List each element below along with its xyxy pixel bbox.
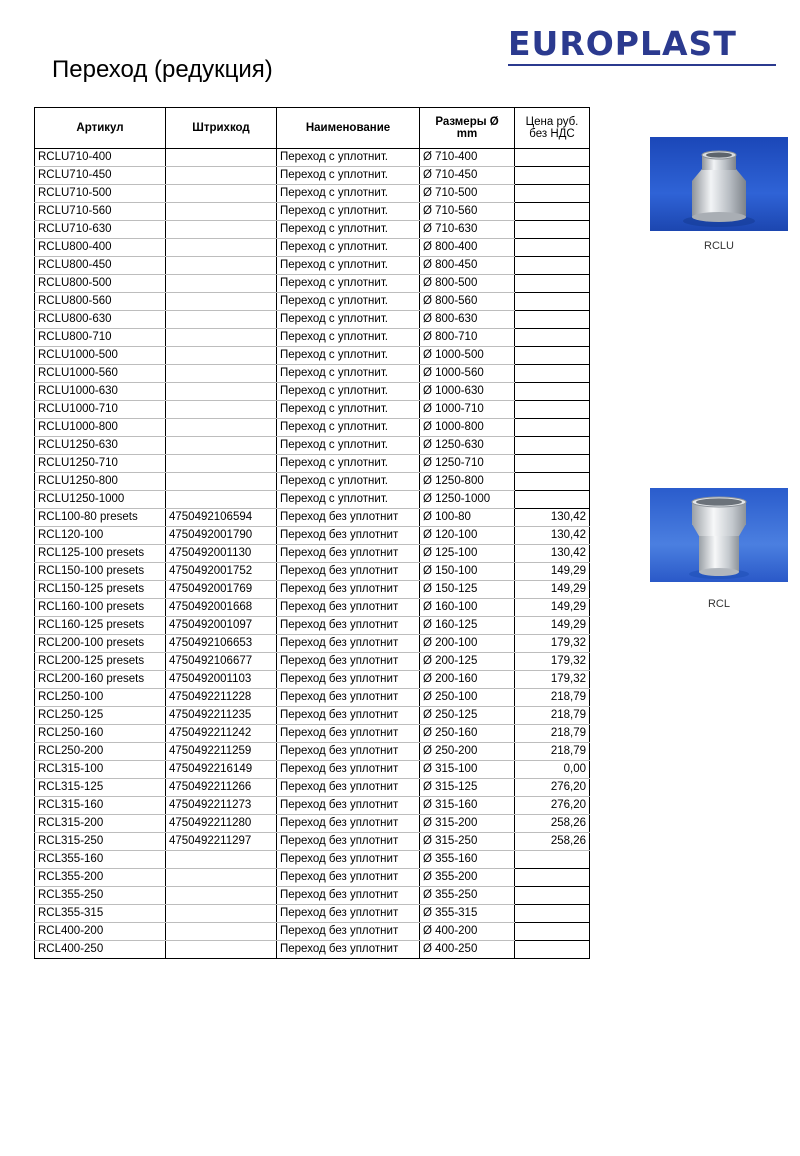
cell-size: Ø 1250-800 bbox=[420, 473, 515, 491]
cell-price bbox=[515, 365, 590, 383]
cell-name: Переход без уплотнит bbox=[277, 599, 420, 617]
cell-size: Ø 250-100 bbox=[420, 689, 515, 707]
table-row bbox=[35, 635, 590, 653]
table-row bbox=[35, 617, 590, 635]
table-row bbox=[35, 329, 590, 347]
cell-price bbox=[515, 851, 590, 869]
table-row bbox=[35, 851, 590, 869]
cell-price bbox=[515, 275, 590, 293]
cell-size: Ø 710-400 bbox=[420, 149, 515, 167]
cell-size: Ø 800-560 bbox=[420, 293, 515, 311]
cell-name: Переход с уплотнит. bbox=[277, 365, 420, 383]
cell-name: Переход без уплотнит bbox=[277, 563, 420, 581]
table-row bbox=[35, 599, 590, 617]
cell-article: RCL355-315 bbox=[35, 905, 166, 923]
cell-name: Переход без уплотнит bbox=[277, 797, 420, 815]
cell-price: 258,26 bbox=[515, 833, 590, 851]
cell-barcode bbox=[166, 455, 277, 473]
table-row bbox=[35, 923, 590, 941]
cell-article: RCL315-125 bbox=[35, 779, 166, 797]
cell-barcode: 4750492001668 bbox=[166, 599, 277, 617]
cell-barcode bbox=[166, 329, 277, 347]
cell-name: Переход без уплотнит bbox=[277, 761, 420, 779]
logo-underline bbox=[508, 64, 776, 66]
cell-size: Ø 1000-560 bbox=[420, 365, 515, 383]
cell-size: Ø 200-160 bbox=[420, 671, 515, 689]
cell-price bbox=[515, 401, 590, 419]
cell-size: Ø 400-250 bbox=[420, 941, 515, 959]
cell-size: Ø 710-560 bbox=[420, 203, 515, 221]
cell-barcode bbox=[166, 347, 277, 365]
cell-name: Переход без уплотнит bbox=[277, 707, 420, 725]
cell-price bbox=[515, 923, 590, 941]
table-header-row bbox=[35, 108, 590, 149]
table-row bbox=[35, 383, 590, 401]
cell-name: Переход без уплотнит bbox=[277, 941, 420, 959]
cell-size: Ø 160-100 bbox=[420, 599, 515, 617]
cell-article: RCL120-100 bbox=[35, 527, 166, 545]
cell-name: Переход с уплотнит. bbox=[277, 275, 420, 293]
cell-size: Ø 1000-710 bbox=[420, 401, 515, 419]
table-row bbox=[35, 221, 590, 239]
cell-article: RCL355-160 bbox=[35, 851, 166, 869]
cell-article: RCL250-160 bbox=[35, 725, 166, 743]
cell-price: 149,29 bbox=[515, 581, 590, 599]
cell-size: Ø 150-125 bbox=[420, 581, 515, 599]
table-row bbox=[35, 311, 590, 329]
cell-size: Ø 315-125 bbox=[420, 779, 515, 797]
table-row bbox=[35, 419, 590, 437]
cell-barcode: 4750492211297 bbox=[166, 833, 277, 851]
cell-size: Ø 800-450 bbox=[420, 257, 515, 275]
cell-size: Ø 315-100 bbox=[420, 761, 515, 779]
table-row bbox=[35, 671, 590, 689]
cell-barcode bbox=[166, 887, 277, 905]
table-row bbox=[35, 941, 590, 959]
header-size bbox=[420, 108, 515, 149]
cell-article: RCL250-200 bbox=[35, 743, 166, 761]
cell-article: RCL100-80 presets bbox=[35, 509, 166, 527]
cell-name: Переход без уплотнит bbox=[277, 725, 420, 743]
cell-price: 149,29 bbox=[515, 617, 590, 635]
cell-article: RCLU1000-560 bbox=[35, 365, 166, 383]
cell-name: Переход без уплотнит bbox=[277, 617, 420, 635]
cell-price bbox=[515, 869, 590, 887]
table-row bbox=[35, 653, 590, 671]
cell-size: Ø 200-100 bbox=[420, 635, 515, 653]
cell-price bbox=[515, 383, 590, 401]
cell-article: RCL400-200 bbox=[35, 923, 166, 941]
cell-size: Ø 315-160 bbox=[420, 797, 515, 815]
cell-article: RCLU1000-500 bbox=[35, 347, 166, 365]
cell-name: Переход с уплотнит. bbox=[277, 347, 420, 365]
table-row bbox=[35, 833, 590, 851]
product-photo-rclu bbox=[650, 137, 788, 231]
cell-barcode bbox=[166, 923, 277, 941]
cell-barcode: 4750492211228 bbox=[166, 689, 277, 707]
cell-name: Переход с уплотнит. bbox=[277, 149, 420, 167]
cell-article: RCLU1000-630 bbox=[35, 383, 166, 401]
cell-article: RCLU1000-710 bbox=[35, 401, 166, 419]
cell-name: Переход без уплотнит bbox=[277, 851, 420, 869]
header-price bbox=[515, 108, 590, 149]
cell-article: RCLU1250-710 bbox=[35, 455, 166, 473]
cell-article: RCL200-125 presets bbox=[35, 653, 166, 671]
cell-article: RCL400-250 bbox=[35, 941, 166, 959]
header-size-line2: mm bbox=[456, 128, 478, 140]
cell-price bbox=[515, 437, 590, 455]
cell-size: Ø 800-630 bbox=[420, 311, 515, 329]
cell-size: Ø 1250-1000 bbox=[420, 491, 515, 509]
cell-size: Ø 355-250 bbox=[420, 887, 515, 905]
cell-name: Переход с уплотнит. bbox=[277, 473, 420, 491]
cell-size: Ø 710-500 bbox=[420, 185, 515, 203]
cell-size: Ø 250-125 bbox=[420, 707, 515, 725]
header-name: Наименование bbox=[277, 108, 420, 149]
cell-size: Ø 160-125 bbox=[420, 617, 515, 635]
cell-name: Переход без уплотнит bbox=[277, 923, 420, 941]
cell-barcode bbox=[166, 851, 277, 869]
table-row bbox=[35, 455, 590, 473]
cell-price: 258,26 bbox=[515, 815, 590, 833]
table-row bbox=[35, 167, 590, 185]
cell-name: Переход без уплотнит bbox=[277, 743, 420, 761]
cell-barcode: 4750492001752 bbox=[166, 563, 277, 581]
cell-name: Переход без уплотнит bbox=[277, 653, 420, 671]
cell-name: Переход с уплотнит. bbox=[277, 203, 420, 221]
cell-name: Переход без уплотнит bbox=[277, 869, 420, 887]
cell-barcode bbox=[166, 149, 277, 167]
cell-price: 179,32 bbox=[515, 671, 590, 689]
cell-barcode: 4750492106653 bbox=[166, 635, 277, 653]
cell-article: RCLU800-500 bbox=[35, 275, 166, 293]
cell-price bbox=[515, 293, 590, 311]
cell-barcode bbox=[166, 167, 277, 185]
cell-barcode bbox=[166, 365, 277, 383]
cell-name: Переход без уплотнит bbox=[277, 905, 420, 923]
cell-barcode bbox=[166, 905, 277, 923]
cell-size: Ø 800-400 bbox=[420, 239, 515, 257]
table-row bbox=[35, 491, 590, 509]
cell-price: 179,32 bbox=[515, 653, 590, 671]
cell-article: RCLU800-710 bbox=[35, 329, 166, 347]
cell-price: 276,20 bbox=[515, 779, 590, 797]
cell-barcode bbox=[166, 941, 277, 959]
cell-price: 218,79 bbox=[515, 689, 590, 707]
table-row bbox=[35, 725, 590, 743]
cell-price bbox=[515, 311, 590, 329]
cell-article: RCLU800-560 bbox=[35, 293, 166, 311]
cell-name: Переход с уплотнит. bbox=[277, 437, 420, 455]
cell-barcode: 4750492211242 bbox=[166, 725, 277, 743]
cell-price bbox=[515, 257, 590, 275]
cell-article: RCLU710-400 bbox=[35, 149, 166, 167]
cell-barcode bbox=[166, 221, 277, 239]
table-row bbox=[35, 185, 590, 203]
cell-name: Переход без уплотнит bbox=[277, 815, 420, 833]
cell-article: RCL200-160 presets bbox=[35, 671, 166, 689]
cell-barcode: 4750492211280 bbox=[166, 815, 277, 833]
cell-price: 218,79 bbox=[515, 743, 590, 761]
table-row bbox=[35, 779, 590, 797]
cell-name: Переход с уплотнит. bbox=[277, 383, 420, 401]
table-row bbox=[35, 527, 590, 545]
cell-price: 179,32 bbox=[515, 635, 590, 653]
cell-article: RCLU1250-800 bbox=[35, 473, 166, 491]
cell-size: Ø 355-200 bbox=[420, 869, 515, 887]
cell-name: Переход без уплотнит bbox=[277, 833, 420, 851]
cell-size: Ø 200-125 bbox=[420, 653, 515, 671]
cell-price bbox=[515, 329, 590, 347]
cell-barcode: 4750492216149 bbox=[166, 761, 277, 779]
cell-size: Ø 1000-630 bbox=[420, 383, 515, 401]
cell-price: 218,79 bbox=[515, 707, 590, 725]
cell-barcode bbox=[166, 401, 277, 419]
cell-article: RCL150-125 presets bbox=[35, 581, 166, 599]
table-row bbox=[35, 905, 590, 923]
cell-size: Ø 710-450 bbox=[420, 167, 515, 185]
cell-name: Переход без уплотнит bbox=[277, 509, 420, 527]
cell-barcode: 4750492001769 bbox=[166, 581, 277, 599]
cell-barcode: 4750492106594 bbox=[166, 509, 277, 527]
table-row bbox=[35, 473, 590, 491]
cell-price bbox=[515, 149, 590, 167]
cell-size: Ø 125-100 bbox=[420, 545, 515, 563]
cell-size: Ø 1000-500 bbox=[420, 347, 515, 365]
cell-size: Ø 800-710 bbox=[420, 329, 515, 347]
cell-price bbox=[515, 185, 590, 203]
cell-price bbox=[515, 347, 590, 365]
table-row bbox=[35, 509, 590, 527]
cell-barcode bbox=[166, 239, 277, 257]
price-table bbox=[34, 107, 590, 959]
table-row bbox=[35, 239, 590, 257]
cell-price bbox=[515, 941, 590, 959]
cell-size: Ø 1000-800 bbox=[420, 419, 515, 437]
cell-article: RCL355-250 bbox=[35, 887, 166, 905]
header-size-line1: Размеры Ø bbox=[435, 116, 499, 128]
cell-article: RCLU800-400 bbox=[35, 239, 166, 257]
cell-size: Ø 150-100 bbox=[420, 563, 515, 581]
cell-name: Переход с уплотнит. bbox=[277, 401, 420, 419]
cell-article: RCL315-100 bbox=[35, 761, 166, 779]
page-title: Переход (редукция) bbox=[52, 56, 273, 83]
cell-article: RCLU710-500 bbox=[35, 185, 166, 203]
cell-price: 130,42 bbox=[515, 545, 590, 563]
cell-article: RCLU1000-800 bbox=[35, 419, 166, 437]
cell-article: RCL355-200 bbox=[35, 869, 166, 887]
cell-article: RCLU1250-1000 bbox=[35, 491, 166, 509]
table-row bbox=[35, 815, 590, 833]
cell-name: Переход без уплотнит bbox=[277, 581, 420, 599]
cell-article: RCLU710-630 bbox=[35, 221, 166, 239]
cell-size: Ø 710-630 bbox=[420, 221, 515, 239]
cell-name: Переход с уплотнит. bbox=[277, 491, 420, 509]
table-row bbox=[35, 275, 590, 293]
cell-size: Ø 100-80 bbox=[420, 509, 515, 527]
table-row bbox=[35, 347, 590, 365]
table-row bbox=[35, 689, 590, 707]
cell-barcode bbox=[166, 257, 277, 275]
cell-price: 0,00 bbox=[515, 761, 590, 779]
cell-size: Ø 1250-630 bbox=[420, 437, 515, 455]
cell-name: Переход без уплотнит bbox=[277, 635, 420, 653]
cell-size: Ø 120-100 bbox=[420, 527, 515, 545]
cell-barcode: 4750492211259 bbox=[166, 743, 277, 761]
cell-article: RCL315-160 bbox=[35, 797, 166, 815]
cell-name: Переход с уплотнит. bbox=[277, 311, 420, 329]
cell-barcode: 4750492001130 bbox=[166, 545, 277, 563]
cell-price bbox=[515, 491, 590, 509]
cell-name: Переход с уплотнит. bbox=[277, 293, 420, 311]
cell-name: Переход с уплотнит. bbox=[277, 185, 420, 203]
cell-barcode bbox=[166, 293, 277, 311]
cell-name: Переход с уплотнит. bbox=[277, 329, 420, 347]
cell-size: Ø 1250-710 bbox=[420, 455, 515, 473]
cell-article: RCL315-200 bbox=[35, 815, 166, 833]
cell-size: Ø 315-250 bbox=[420, 833, 515, 851]
cell-name: Переход с уплотнит. bbox=[277, 419, 420, 437]
cell-name: Переход с уплотнит. bbox=[277, 455, 420, 473]
reducer-icon bbox=[650, 488, 788, 582]
table-row bbox=[35, 887, 590, 905]
cell-barcode bbox=[166, 437, 277, 455]
header-price-line2: без НДС bbox=[529, 128, 575, 140]
table-row bbox=[35, 545, 590, 563]
cell-name: Переход без уплотнит bbox=[277, 671, 420, 689]
cell-barcode: 4750492211266 bbox=[166, 779, 277, 797]
cell-article: RCL160-100 presets bbox=[35, 599, 166, 617]
cell-article: RCLU710-560 bbox=[35, 203, 166, 221]
cell-article: RCL160-125 presets bbox=[35, 617, 166, 635]
table-row bbox=[35, 869, 590, 887]
cell-barcode bbox=[166, 419, 277, 437]
cell-barcode bbox=[166, 275, 277, 293]
cell-article: RCL200-100 presets bbox=[35, 635, 166, 653]
cell-size: Ø 250-200 bbox=[420, 743, 515, 761]
cell-article: RCL150-100 presets bbox=[35, 563, 166, 581]
table-row bbox=[35, 707, 590, 725]
cell-barcode bbox=[166, 869, 277, 887]
table-row bbox=[35, 743, 590, 761]
cell-article: RCL250-125 bbox=[35, 707, 166, 725]
product-caption-rcl: RCL bbox=[707, 598, 730, 610]
cell-size: Ø 250-160 bbox=[420, 725, 515, 743]
cell-article: RCLU800-450 bbox=[35, 257, 166, 275]
table-row bbox=[35, 149, 590, 167]
table-row bbox=[35, 761, 590, 779]
cell-price: 130,42 bbox=[515, 509, 590, 527]
cell-price bbox=[515, 455, 590, 473]
logo-text: EUROPLAST bbox=[508, 24, 737, 63]
cell-article: RCLU710-450 bbox=[35, 167, 166, 185]
cell-price: 276,20 bbox=[515, 797, 590, 815]
cell-article: RCLU1250-630 bbox=[35, 437, 166, 455]
reducer-with-seal-icon bbox=[650, 137, 788, 231]
cell-name: Переход с уплотнит. bbox=[277, 167, 420, 185]
cell-name: Переход без уплотнит bbox=[277, 689, 420, 707]
cell-name: Переход без уплотнит bbox=[277, 779, 420, 797]
table-row bbox=[35, 437, 590, 455]
cell-barcode bbox=[166, 311, 277, 329]
cell-price: 149,29 bbox=[515, 563, 590, 581]
cell-article: RCL125-100 presets bbox=[35, 545, 166, 563]
table-row bbox=[35, 401, 590, 419]
cell-price bbox=[515, 473, 590, 491]
cell-size: Ø 355-315 bbox=[420, 905, 515, 923]
cell-name: Переход с уплотнит. bbox=[277, 257, 420, 275]
cell-name: Переход с уплотнит. bbox=[277, 239, 420, 257]
header-article: Артикул bbox=[35, 108, 166, 149]
cell-size: Ø 400-200 bbox=[420, 923, 515, 941]
table-row bbox=[35, 365, 590, 383]
cell-barcode bbox=[166, 203, 277, 221]
table-row bbox=[35, 797, 590, 815]
cell-size: Ø 355-160 bbox=[420, 851, 515, 869]
cell-barcode: 4750492001097 bbox=[166, 617, 277, 635]
cell-name: Переход без уплотнит bbox=[277, 887, 420, 905]
cell-price: 149,29 bbox=[515, 599, 590, 617]
cell-barcode: 4750492211235 bbox=[166, 707, 277, 725]
cell-name: Переход с уплотнит. bbox=[277, 221, 420, 239]
cell-size: Ø 315-200 bbox=[420, 815, 515, 833]
cell-price: 130,42 bbox=[515, 527, 590, 545]
cell-barcode bbox=[166, 473, 277, 491]
cell-barcode bbox=[166, 491, 277, 509]
header-price-line1: Цена руб. bbox=[525, 116, 579, 128]
cell-price bbox=[515, 905, 590, 923]
cell-barcode: 4750492106677 bbox=[166, 653, 277, 671]
cell-price: 218,79 bbox=[515, 725, 590, 743]
cell-price bbox=[515, 239, 590, 257]
cell-name: Переход без уплотнит bbox=[277, 527, 420, 545]
cell-barcode: 4750492211273 bbox=[166, 797, 277, 815]
cell-article: RCL315-250 bbox=[35, 833, 166, 851]
cell-barcode: 4750492001103 bbox=[166, 671, 277, 689]
cell-barcode bbox=[166, 185, 277, 203]
table-row bbox=[35, 563, 590, 581]
header-barcode: Штрихкод bbox=[166, 108, 277, 149]
cell-size: Ø 800-500 bbox=[420, 275, 515, 293]
cell-price bbox=[515, 419, 590, 437]
product-caption-rclu: RCLU bbox=[704, 240, 734, 252]
cell-price bbox=[515, 221, 590, 239]
cell-barcode bbox=[166, 383, 277, 401]
product-photo-rcl bbox=[650, 488, 788, 582]
cell-name: Переход без уплотнит bbox=[277, 545, 420, 563]
cell-article: RCLU800-630 bbox=[35, 311, 166, 329]
cell-article: RCL250-100 bbox=[35, 689, 166, 707]
cell-price bbox=[515, 167, 590, 185]
brand-logo bbox=[508, 26, 778, 70]
cell-price bbox=[515, 887, 590, 905]
cell-price bbox=[515, 203, 590, 221]
table-row bbox=[35, 203, 590, 221]
cell-barcode: 4750492001790 bbox=[166, 527, 277, 545]
table-row bbox=[35, 257, 590, 275]
table-row bbox=[35, 293, 590, 311]
table-row bbox=[35, 581, 590, 599]
